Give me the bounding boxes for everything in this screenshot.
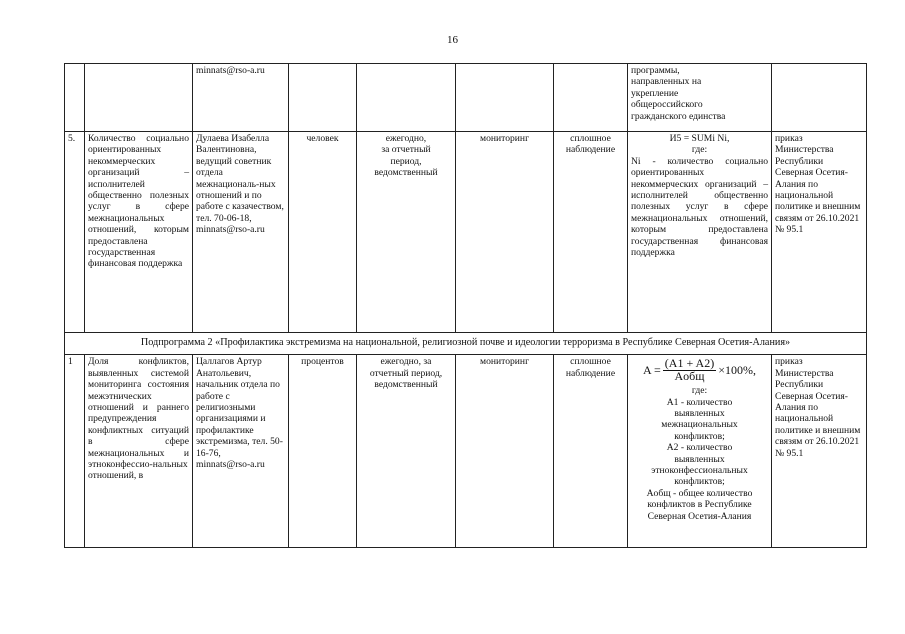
cell-basis bbox=[772, 64, 867, 132]
formula-text: И5 = SUMi Ni, bbox=[669, 133, 730, 144]
cell-num: 1 bbox=[65, 355, 85, 548]
cell-method bbox=[628, 64, 772, 132]
cell-source: мониторинг bbox=[456, 355, 554, 548]
cell-source bbox=[456, 64, 554, 132]
cell-num bbox=[65, 64, 85, 132]
cell-method bbox=[628, 355, 772, 548]
page-number: 16 bbox=[447, 34, 458, 46]
cell-responsible bbox=[193, 132, 289, 333]
formula-denominator: Aобщ bbox=[674, 368, 705, 383]
subprogram-row bbox=[65, 333, 867, 355]
formula-fraction bbox=[663, 358, 716, 382]
cell-unit: человек bbox=[289, 132, 357, 333]
cell-periodicity bbox=[357, 64, 456, 132]
contact-email: minnats@rso-a.ru bbox=[196, 65, 265, 76]
cell-indicator bbox=[85, 64, 193, 132]
table-row-continuation bbox=[65, 64, 867, 132]
method-text: Ni - количество социально ориентированных некоммерческих организаций – исполнителей общественно полезных услуг в сфере межнациональных отношений, которым предоставлена государственная финансовая поддержка bbox=[631, 155, 768, 259]
method-text: программы, направленных на укрепление общероссийского гражданского единства bbox=[631, 65, 726, 122]
responsible-text: Цаллагов Артур Анатольевич, начальник отдела по работе с религиозными организациями и профилактике экстремизма, тел. 50-16-76, minnats@rso-a.ru bbox=[196, 356, 283, 471]
cell-num: 5. bbox=[65, 132, 85, 333]
where-label: где: bbox=[691, 385, 708, 397]
subprogram-title: Подпрограмма 2 «Профилактика экстремизма на национальной, религиозной почве и идеологии терроризма в Республике Северная Осетия-Алания» bbox=[65, 333, 867, 355]
responsible-text: Дулаева Изабелла Валентиновна, ведущий советник отдела межнациональ-ных отношений и по работе с казачеством, тел. 70-06-18, minnats@rso-a.ru bbox=[196, 133, 284, 236]
cell-indicator: Доля конфликтов, выявленных системой мониторинга состояния межэтнических отношений и раннего предупреждения конфликтных ситуаций в сфере межнациональных и этноконфессио-нальных отношений, в bbox=[85, 355, 193, 548]
cell-responsible bbox=[193, 64, 289, 132]
cell-source: мониторинг bbox=[456, 132, 554, 333]
method-text: A1 - количество выявленных межнациональных конфликтов; A2 - количество выявленных этноконфессиональных конфликтов; Aобщ - общее количество конфликтов в Республике Северная Осетия-Алания bbox=[646, 396, 753, 522]
cell-unit bbox=[289, 64, 357, 132]
cell-coverage bbox=[554, 64, 628, 132]
indicators-table bbox=[64, 63, 867, 548]
cell-periodicity bbox=[357, 355, 456, 548]
table-row-5 bbox=[65, 132, 867, 333]
where-label: где: bbox=[691, 144, 708, 156]
formula-tail: ×100%, bbox=[718, 362, 756, 377]
cell-unit: процентов bbox=[289, 355, 357, 548]
cell-indicator: Количество социально ориентированных некоммерческих организаций – исполнителей общественно полезных услуг в сфере межнациональных отношений, которым предоставлена государственная финансовая поддержка bbox=[85, 132, 193, 333]
cell-coverage bbox=[554, 132, 628, 333]
cell-periodicity bbox=[357, 132, 456, 333]
periodicity-text: ежегодно, за отчетный период, ведомственный bbox=[369, 356, 443, 391]
formula-numerator: (A1 + A2) bbox=[664, 356, 715, 371]
cell-basis: приказ Министерства Республики Северная Осетия-Алания по национальной политике и внешним связям от 26.10.2021 № 95.1 bbox=[772, 132, 867, 333]
formula-lhs: A = bbox=[643, 362, 661, 377]
periodicity-text: ежегодно, за отчетный период, ведомственный bbox=[374, 133, 438, 179]
cell-coverage bbox=[554, 355, 628, 548]
table-row-1 bbox=[65, 355, 867, 548]
cell-responsible bbox=[193, 355, 289, 548]
coverage-text: сплошное наблюдение bbox=[565, 133, 616, 156]
cell-basis: приказ Министерства Республики Северная Осетия-Алания по национальной политике и внешним связям от 26.10.2021 № 95.1 bbox=[772, 355, 867, 548]
cell-method bbox=[628, 132, 772, 333]
formula bbox=[631, 358, 768, 382]
coverage-text: сплошное наблюдение bbox=[565, 356, 616, 379]
